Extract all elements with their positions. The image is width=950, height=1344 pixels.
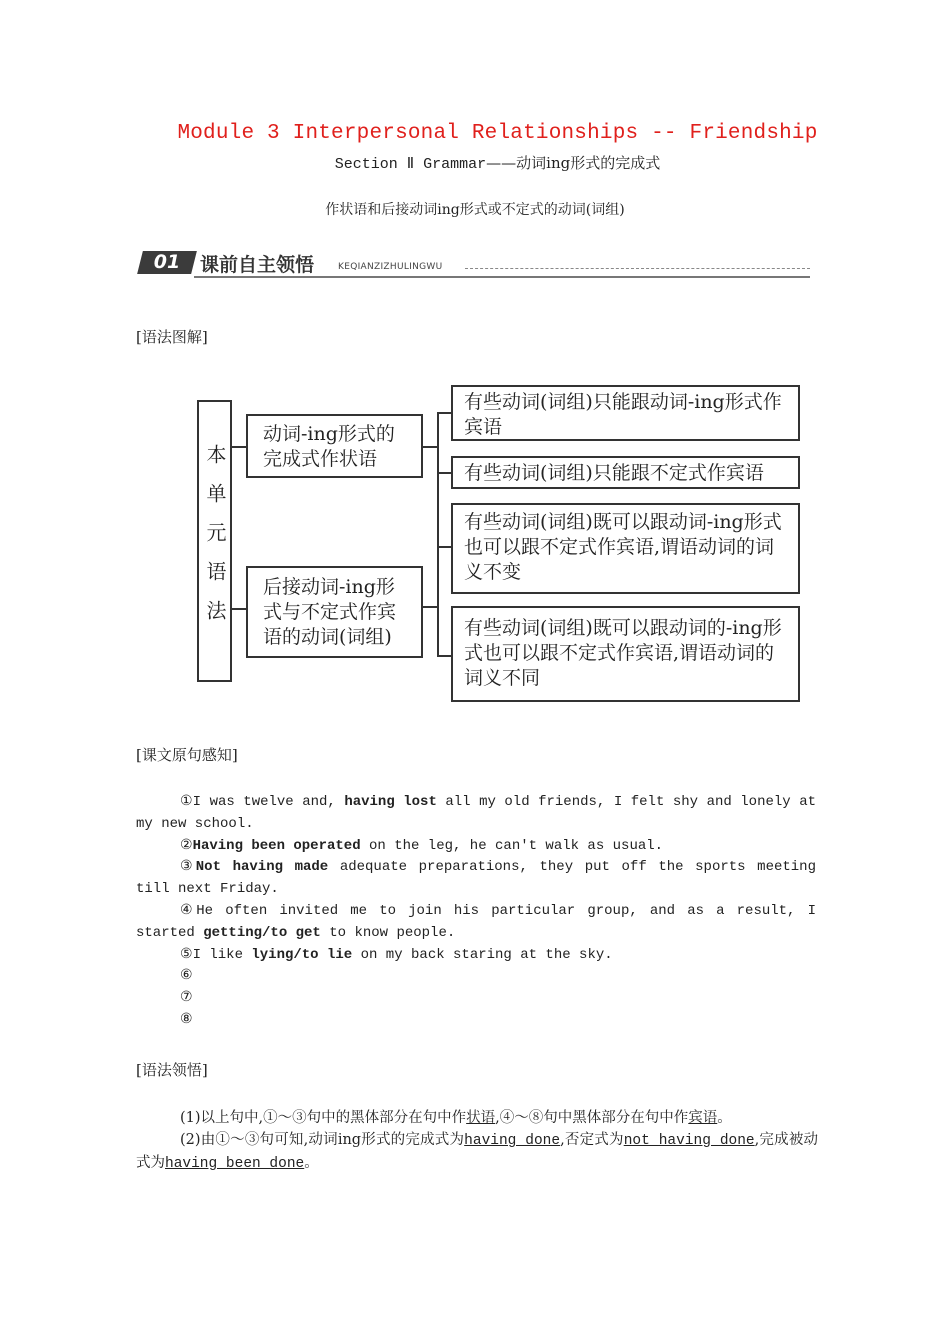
subtitle-english: Section Ⅱ Grammar [334,156,487,173]
diagram-leaf-1 [451,385,800,441]
page-title: Module 3 Interpersonal Relationships -- Friendship [177,122,818,145]
sentence-1: ①I was twelve and, having lost all my old friends, I felt shy and lonely at my new school. [136,794,816,832]
answer-blank: not having done [623,1133,755,1149]
grammar-notes [136,1107,818,1175]
section-banner [138,248,812,278]
leaf-3-text: 有些动词(词组)既可以跟动词-ing形式也可以跟不定式作宾语,谓语动词的词义不变 [464,511,782,583]
diagram-leaf-4 [451,606,800,702]
example-sentences [136,792,816,1032]
sentence-7: ⑦ [180,990,193,1007]
sentence-2: ②Having been operated on the leg, he can't walk as usual. [180,837,664,854]
sentences-label: [课文原句感知] [136,746,238,764]
diagram-root-box [197,400,232,682]
answer-blank: 宾语 [688,1110,718,1126]
sentence-5: ⑤I like lying/to lie on my back staring at the sky. [180,946,613,963]
banner-heading: 课前自主领悟 [200,254,315,276]
section-subtitle [0,152,950,173]
sentence-4: ④He often invited me to join his particular group, and as a result, I started getting/to get to know people. [136,902,816,941]
banner-pinyin: KEQIANZIZHULINGWU [338,262,443,272]
answer-blank: having done [464,1133,561,1149]
diagram-label: [语法图解] [136,328,208,346]
topic-line: 作状语和后接动词ing形式或不定式的动词(词组) [325,202,625,218]
section-number-badge: 01 [137,251,197,274]
note-2: (2)由①～③句可知,动词ing形式的完成式为having done,否定式为not having done,完成被动式为having been done。 [136,1132,819,1172]
diagram-branch-1 [246,414,423,478]
branch-1-text: 动词-ing形式的完成式作状语 [263,423,395,470]
diagram-leaf-2 [451,456,800,489]
banner-dashed-line [465,268,810,269]
banner-underline [194,276,810,278]
sentence-3: ③Not having made adequate preparations, they put off the sports meeting till next Friday. [136,859,816,898]
sentence-6: ⑥ [180,968,193,985]
subtitle-chinese: ——动词ing形式的完成式 [486,154,661,172]
note-1: (1)以上句中,①～③句中的黑体部分在句中作状语,④～⑧句中黑体部分在句中作宾语。 [180,1110,732,1126]
answer-blank: having been done [165,1156,305,1172]
connector-vertical [437,412,439,657]
leaf-4-text: 有些动词(词组)既可以跟动词的-ing形式也可以跟不定式作宾语,谓语动词的词义不同 [464,617,782,689]
connector [423,446,438,448]
sentence-8: ⑧ [180,1011,193,1028]
diagram-leaf-3 [451,503,800,594]
notes-label: [语法领悟] [136,1061,208,1079]
answer-blank: 状语 [466,1110,496,1126]
connector [423,606,438,608]
branch-2-text: 后接动词-ing形式与不定式作宾语的动词(词组) [263,576,397,648]
diagram-root-text: 本单元语法 [203,443,227,639]
leaf-1-text: 有些动词(词组)只能跟动词-ing形式作宾语 [464,391,782,438]
leaf-2-text: 有些动词(词组)只能跟不定式作宾语 [464,462,764,484]
diagram-branch-2 [246,566,423,658]
